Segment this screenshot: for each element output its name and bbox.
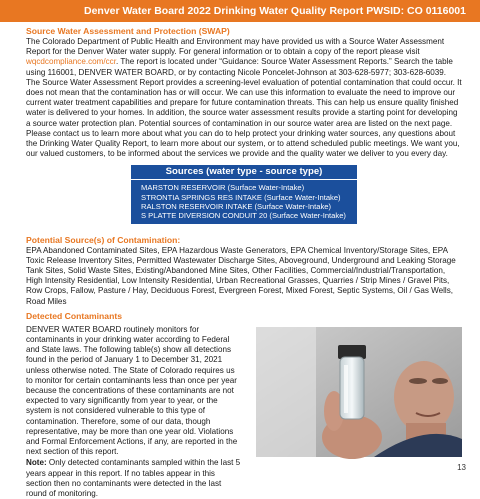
- source-item: STRONTIA SPRINGS RES INTAKE (Surface Water-Intake): [141, 192, 341, 202]
- potential-heading: Potential Source(s) of Contamination:: [26, 234, 181, 245]
- sources-title: Sources (water type - source type): [131, 165, 357, 180]
- detected-text-column: [26, 325, 242, 499]
- note-text: Only detected contaminants sampled within the last 5 years appear in this report. If no tables appear in this section then no contaminants were detected in the last round of monitoring.: [26, 458, 241, 499]
- page-header: [0, 0, 480, 22]
- detected-note: [26, 458, 242, 499]
- photo-technician-sample-vial: [256, 327, 462, 457]
- detected-heading: Detected Contaminants: [26, 310, 122, 321]
- swap-paragraph-1: [26, 37, 462, 129]
- source-item: MARSTON RESERVOIR (Surface Water-Intake): [141, 183, 305, 193]
- detected-section: [26, 325, 462, 499]
- source-item: S PLATTE DIVERSION CONDUIT 20 (Surface Water-Intake): [141, 211, 346, 221]
- swap-p1-text-a: The Colorado Department of Public Health and Environment may have provided us with a Source Water Assessment Report for the Denver Water water supply. For general information or to obtain a copy of the report please visit: [26, 37, 445, 57]
- page-content: [26, 26, 462, 499]
- header-title: Denver Water Board 2022 Drinking Water Quality Report PWSID: CO 0116001: [83, 5, 466, 17]
- source-item: RALSTON RESERVOIR INTAKE (Surface Water-Intake): [141, 202, 332, 212]
- ccr-link[interactable]: wqcdcompliance.com/ccr: [26, 57, 116, 67]
- page-number: 13: [457, 463, 466, 472]
- swap-p1-text-b: . The report is located under “Guidance: Source Water Assessment Reports.” Search the table using 116001, DENVER WATER BOARD, or by contacting Nicole Poncelet-Johnson at 303-628-5977; 303-628-6039. The Source Water Assessment Report provides a screening-level evaluation of potential contamination that could occur. It does not mean that the contamination has or will occur. We can use this information to evaluate the need to improve our current water treatment capabilities and prepare for future contamination threats. This can help us ensure quality finished water is delivered to your homes. In addition, the source water assessment results provide a starting point for developing a source water protection plan. Potential sources of contamination in our source water area are listed on the next page.: [26, 57, 462, 128]
- swap-paragraph-2: Please contact us to learn more about what you can do to help protect your drinking water sources, any questions about the Drinking Water Quality Report, to learn more about our system, or to attend scheduled public meetings. We want you, our valued customers, to be informed about the services we provide and the quality water we deliver to you every day.: [26, 128, 460, 159]
- note-label: Note:: [26, 458, 47, 468]
- swap-heading: Source Water Assessment and Protection (SWAP): [26, 26, 230, 36]
- sources-list: [131, 180, 357, 223]
- detected-paragraph: DENVER WATER BOARD routinely monitors for contaminants in your drinking water according to Federal and State laws. The following table(s) show all detections found in the period of January 1 to December 31, 2021 unless otherwise noted. The State of Colorado requires us to monitor for certain contaminants less than once per year because the concentrations of these contaminants are not expected to vary significantly from year to year, or the system is not considered vulnerable to this type of contamination. Therefore, some of our data, though representative, may be more than one year old. Violations and Formal Enforcement Actions, if any, are reported in the next section of this report.: [26, 324, 238, 457]
- potential-text: EPA Abandoned Contaminated Sites, EPA Hazardous Waste Generators, EPA Chemical Inventory/Storage Sites, EPA Toxic Release Inventory Sites, Permitted Wastewater Discharge Sites, Aboveground, Underground and Leaking Storage Tank Sites, Solid Waste Sites, Existing/Abandoned Mine Sites, Other Facilities, Commercial/Industrial/Transportation, High Intensity Residential, Low Intensity Residential, Urban Recreational Grasses, Quarries / Strip Mines / Gravel Pits, Row Crops, Fallow, Pasture / Hay, Deciduous Forest, Evergreen Forest, Mixed Forest, Septic Systems, Oil / Gas Wells, Road Miles: [26, 245, 456, 306]
- sources-box: [131, 165, 357, 223]
- lab-photo-illustration: [256, 327, 462, 457]
